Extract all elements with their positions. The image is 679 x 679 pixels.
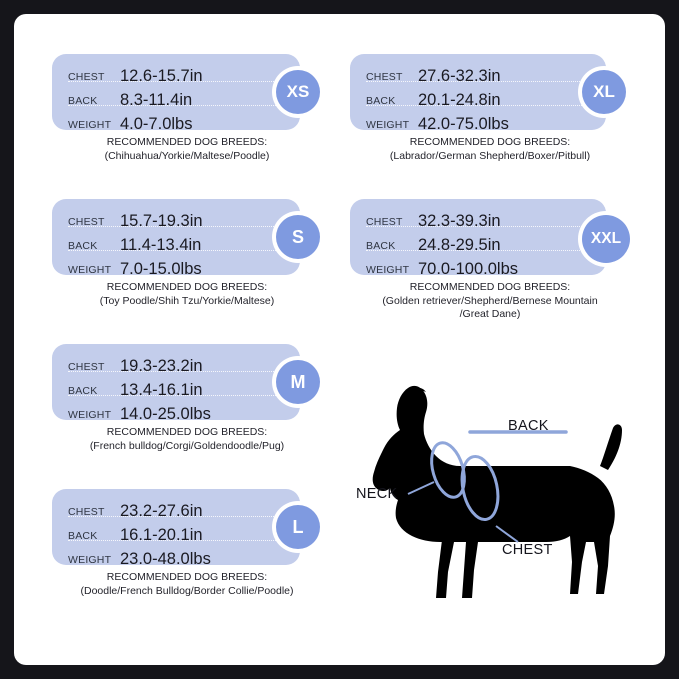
row-chest-xl (366, 66, 592, 90)
label-weight: WEIGHT (366, 119, 410, 131)
size-block-xl (350, 54, 630, 163)
label-chest: CHEST (68, 361, 105, 373)
chest-label: CHEST (502, 542, 553, 558)
row-back-m (68, 380, 286, 404)
breeds-heading-m: RECOMMENDED DOG BREEDS: (106, 426, 268, 438)
breeds-list-xxl-cont: /Great Dane) (459, 308, 521, 320)
label-back: BACK (366, 95, 396, 107)
size-panel-xl (350, 54, 615, 133)
label-weight: WEIGHT (68, 409, 112, 421)
size-badge-l: L (276, 505, 320, 549)
row-weight-xl (366, 114, 592, 138)
row-back-xl (366, 90, 592, 114)
size-panel-m (52, 344, 306, 423)
back-label: BACK (508, 418, 549, 434)
row-weight-l (68, 549, 286, 573)
label-back: BACK (366, 240, 396, 252)
size-block-l (52, 489, 322, 598)
label-back: BACK (68, 95, 98, 107)
value-weight-l: 23.0-48.0lbs (120, 550, 211, 568)
label-back: BACK (68, 530, 98, 542)
value-chest-l: 23.2-27.6in (120, 502, 203, 520)
size-panel-xs (52, 54, 310, 133)
dog-measurement-diagram (350, 366, 650, 626)
value-chest-xs: 12.6-15.7in (120, 67, 203, 85)
breeds-list-xl: (Labrador/German Shepherd/Boxer/Pitbull) (389, 149, 591, 162)
size-badge-m: M (276, 360, 320, 404)
value-back-xxl: 24.8-29.5in (418, 236, 501, 254)
label-chest: CHEST (366, 216, 403, 228)
breeds-xxl (350, 281, 630, 322)
value-weight-xxl: 70.0-100.0lbs (418, 260, 518, 278)
size-block-xs (52, 54, 322, 163)
value-back-xl: 20.1-24.8in (418, 91, 501, 109)
size-panel-xxl (350, 199, 622, 278)
size-badge-xxl: XXL (582, 215, 630, 263)
breeds-heading-xl: RECOMMENDED DOG BREEDS: (409, 136, 571, 148)
breeds-list-l: (Doodle/French Bulldog/Border Collie/Poodle) (80, 584, 294, 597)
size-badge-s: S (276, 215, 320, 259)
neck-label: NECK (356, 486, 398, 502)
label-chest: CHEST (366, 71, 403, 83)
value-weight-m: 14.0-25.0lbs (120, 405, 211, 423)
row-weight-m (68, 404, 286, 428)
row-chest-xs (68, 66, 286, 90)
label-weight: WEIGHT (68, 554, 112, 566)
value-chest-s: 15.7-19.3in (120, 212, 203, 230)
breeds-m (52, 426, 322, 453)
row-back-l (68, 525, 286, 549)
row-back-xxl (366, 235, 592, 259)
size-badge-xs: XS (276, 70, 320, 114)
value-chest-m: 19.3-23.2in (120, 357, 203, 375)
value-chest-xxl: 32.3-39.3in (418, 212, 501, 230)
size-chart-grid (14, 14, 665, 665)
label-back: BACK (68, 385, 98, 397)
breeds-list-xxl: (Golden retriever/Shepherd/Bernese Mountain (382, 294, 598, 307)
breeds-s (52, 281, 322, 308)
size-block-s (52, 199, 322, 308)
breeds-list-xs: (Chihuahua/Yorkie/Maltese/Poodle) (104, 149, 270, 162)
breeds-list-s: (Toy Poodle/Shih Tzu/Yorkie/Maltese) (99, 294, 275, 307)
row-weight-xxl (366, 259, 592, 283)
value-back-s: 11.4-13.4in (120, 236, 202, 254)
size-badge-xl: XL (582, 70, 626, 114)
row-chest-l (68, 501, 286, 525)
size-panel-l (52, 489, 304, 568)
size-block-xxl (350, 199, 630, 322)
value-back-l: 16.1-20.1in (120, 526, 203, 544)
label-chest: CHEST (68, 216, 105, 228)
breeds-heading-xxl: RECOMMENDED DOG BREEDS: (409, 281, 571, 293)
label-weight: WEIGHT (366, 264, 410, 276)
breeds-heading-l: RECOMMENDED DOG BREEDS: (106, 571, 268, 583)
row-back-s (68, 235, 286, 259)
value-chest-xl: 27.6-32.3in (418, 67, 501, 85)
label-weight: WEIGHT (68, 264, 112, 276)
row-chest-m (68, 356, 286, 380)
label-back: BACK (68, 240, 98, 252)
breeds-heading-s: RECOMMENDED DOG BREEDS: (106, 281, 268, 293)
label-chest: CHEST (68, 71, 105, 83)
row-weight-s (68, 259, 286, 283)
value-weight-xl: 42.0-75.0lbs (418, 115, 509, 133)
value-weight-s: 7.0-15.0lbs (120, 260, 202, 278)
row-chest-s (68, 211, 286, 235)
breeds-l (52, 571, 322, 598)
breeds-list-m: (French bulldog/Corgi/Goldendoodle/Pug) (89, 439, 285, 452)
row-chest-xxl (366, 211, 592, 235)
row-back-xs (68, 90, 286, 114)
value-back-xs: 8.3-11.4in (120, 91, 193, 109)
label-weight: WEIGHT (68, 119, 112, 131)
breeds-xl (350, 136, 630, 163)
size-chart-card (14, 14, 665, 665)
size-block-m (52, 344, 322, 453)
label-chest: CHEST (68, 506, 105, 518)
value-back-m: 13.4-16.1in (120, 381, 203, 399)
row-weight-xs (68, 114, 286, 138)
value-weight-xs: 4.0-7.0lbs (120, 115, 193, 133)
size-panel-s (52, 199, 304, 278)
breeds-xs (52, 136, 322, 163)
breeds-heading-xs: RECOMMENDED DOG BREEDS: (106, 136, 268, 148)
